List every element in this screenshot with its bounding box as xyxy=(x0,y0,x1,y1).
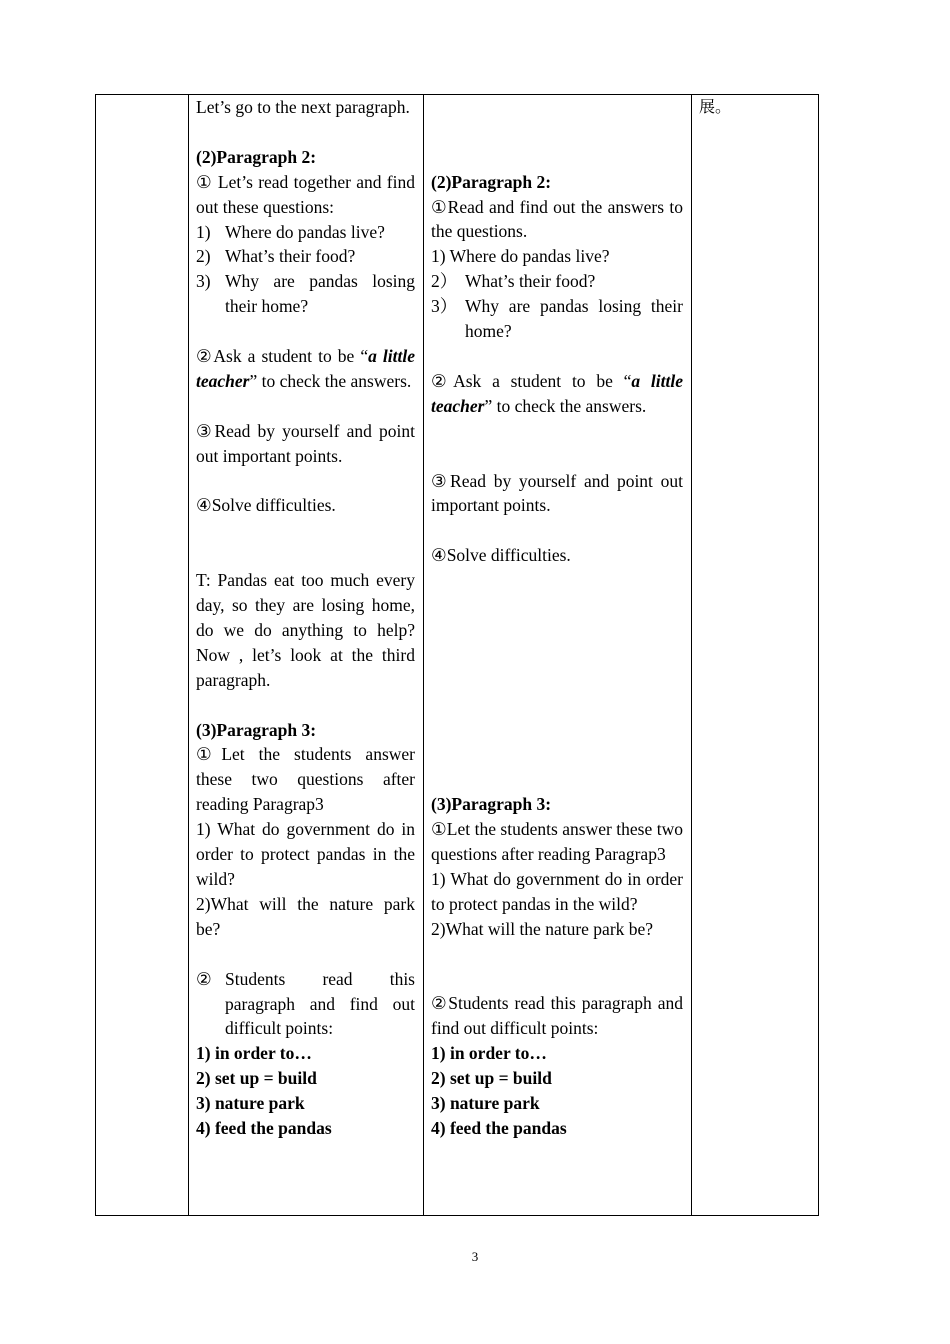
transition-text: T: Pandas eat too much every day, so they are losing home, do we do anything to help? Now , let’s look at the third paragraph. xyxy=(196,570,415,690)
difficult-point: 1) in order to… xyxy=(431,1043,547,1064)
paragraph-3-heading: (3)Paragraph 3: xyxy=(196,719,317,740)
question-item: 1) What do government do in order to protect pandas in the wild? xyxy=(431,868,683,914)
question-item: 2)What will the nature park be? xyxy=(431,918,654,939)
question-item: 2)What will the nature park be? xyxy=(196,893,415,939)
question-item: 1) Where do pandas live? xyxy=(196,221,385,242)
difficult-point: 4) feed the pandas xyxy=(431,1117,567,1138)
paragraph-2-heading: (2)Paragraph 2: xyxy=(431,171,552,192)
step-2-text: ②Students read this paragraph and find out difficult points: xyxy=(431,993,683,1039)
notes-text: 展。 xyxy=(699,97,732,116)
step-2-text: ②Ask a student to be “a little teacher” to check the answers. xyxy=(431,370,683,416)
paragraph-2-heading: (2)Paragraph 2: xyxy=(196,146,317,167)
teacher-activity-cell xyxy=(188,95,423,1215)
step-1-text: ①Let the students answer these two questions after reading Paragrap3 xyxy=(196,744,415,815)
question-item: 2) What’s their food? xyxy=(196,246,356,267)
difficult-point: 3) nature park xyxy=(196,1093,305,1114)
question-item: 3） Why are pandas losing their home? xyxy=(431,296,683,342)
lesson-plan-table xyxy=(95,94,819,1216)
question-item: 1) What do government do in order to protect pandas in the wild? xyxy=(196,819,415,889)
step-1-text: ① Let’s read together and find out these questions: xyxy=(196,171,415,217)
step-3-text: ③Read by yourself and point out important points. xyxy=(196,420,415,466)
difficult-point: 3) nature park xyxy=(431,1093,540,1113)
paragraph-3-heading: (3)Paragraph 3: xyxy=(431,794,552,815)
intro-text: Let’s go to the next paragraph. xyxy=(196,97,410,117)
difficult-point: 4) feed the pandas xyxy=(196,1118,332,1139)
step-1-text: ①Let the students answer these two questions after reading Paragrap3 xyxy=(431,819,683,864)
step-1-text: ①Read and find out the answers to the questions. xyxy=(431,196,683,242)
question-item: 1) Where do pandas live? xyxy=(431,246,610,267)
step-4-text: ④Solve difficulties. xyxy=(431,545,571,566)
difficult-point: 2) set up = build xyxy=(196,1068,317,1089)
step-2-text: ②Ask a student to be “a little teacher” to check the answers. xyxy=(196,346,415,391)
step-3-text: ③Read by yourself and point out important points. xyxy=(431,470,683,516)
step-2-text: ② Students read this paragraph and find out difficult points: xyxy=(196,968,415,1039)
question-item: 3) Why are pandas losing their home? xyxy=(196,271,415,317)
step-4-text: ④Solve difficulties. xyxy=(196,495,336,516)
notes-cell xyxy=(691,95,819,1215)
difficult-point: 2) set up = build xyxy=(431,1068,552,1089)
page-number: 3 xyxy=(471,1249,479,1264)
question-item: 2） What’s their food? xyxy=(431,271,596,292)
student-activity-cell xyxy=(423,95,691,1215)
difficult-point: 1) in order to… xyxy=(196,1043,312,1064)
